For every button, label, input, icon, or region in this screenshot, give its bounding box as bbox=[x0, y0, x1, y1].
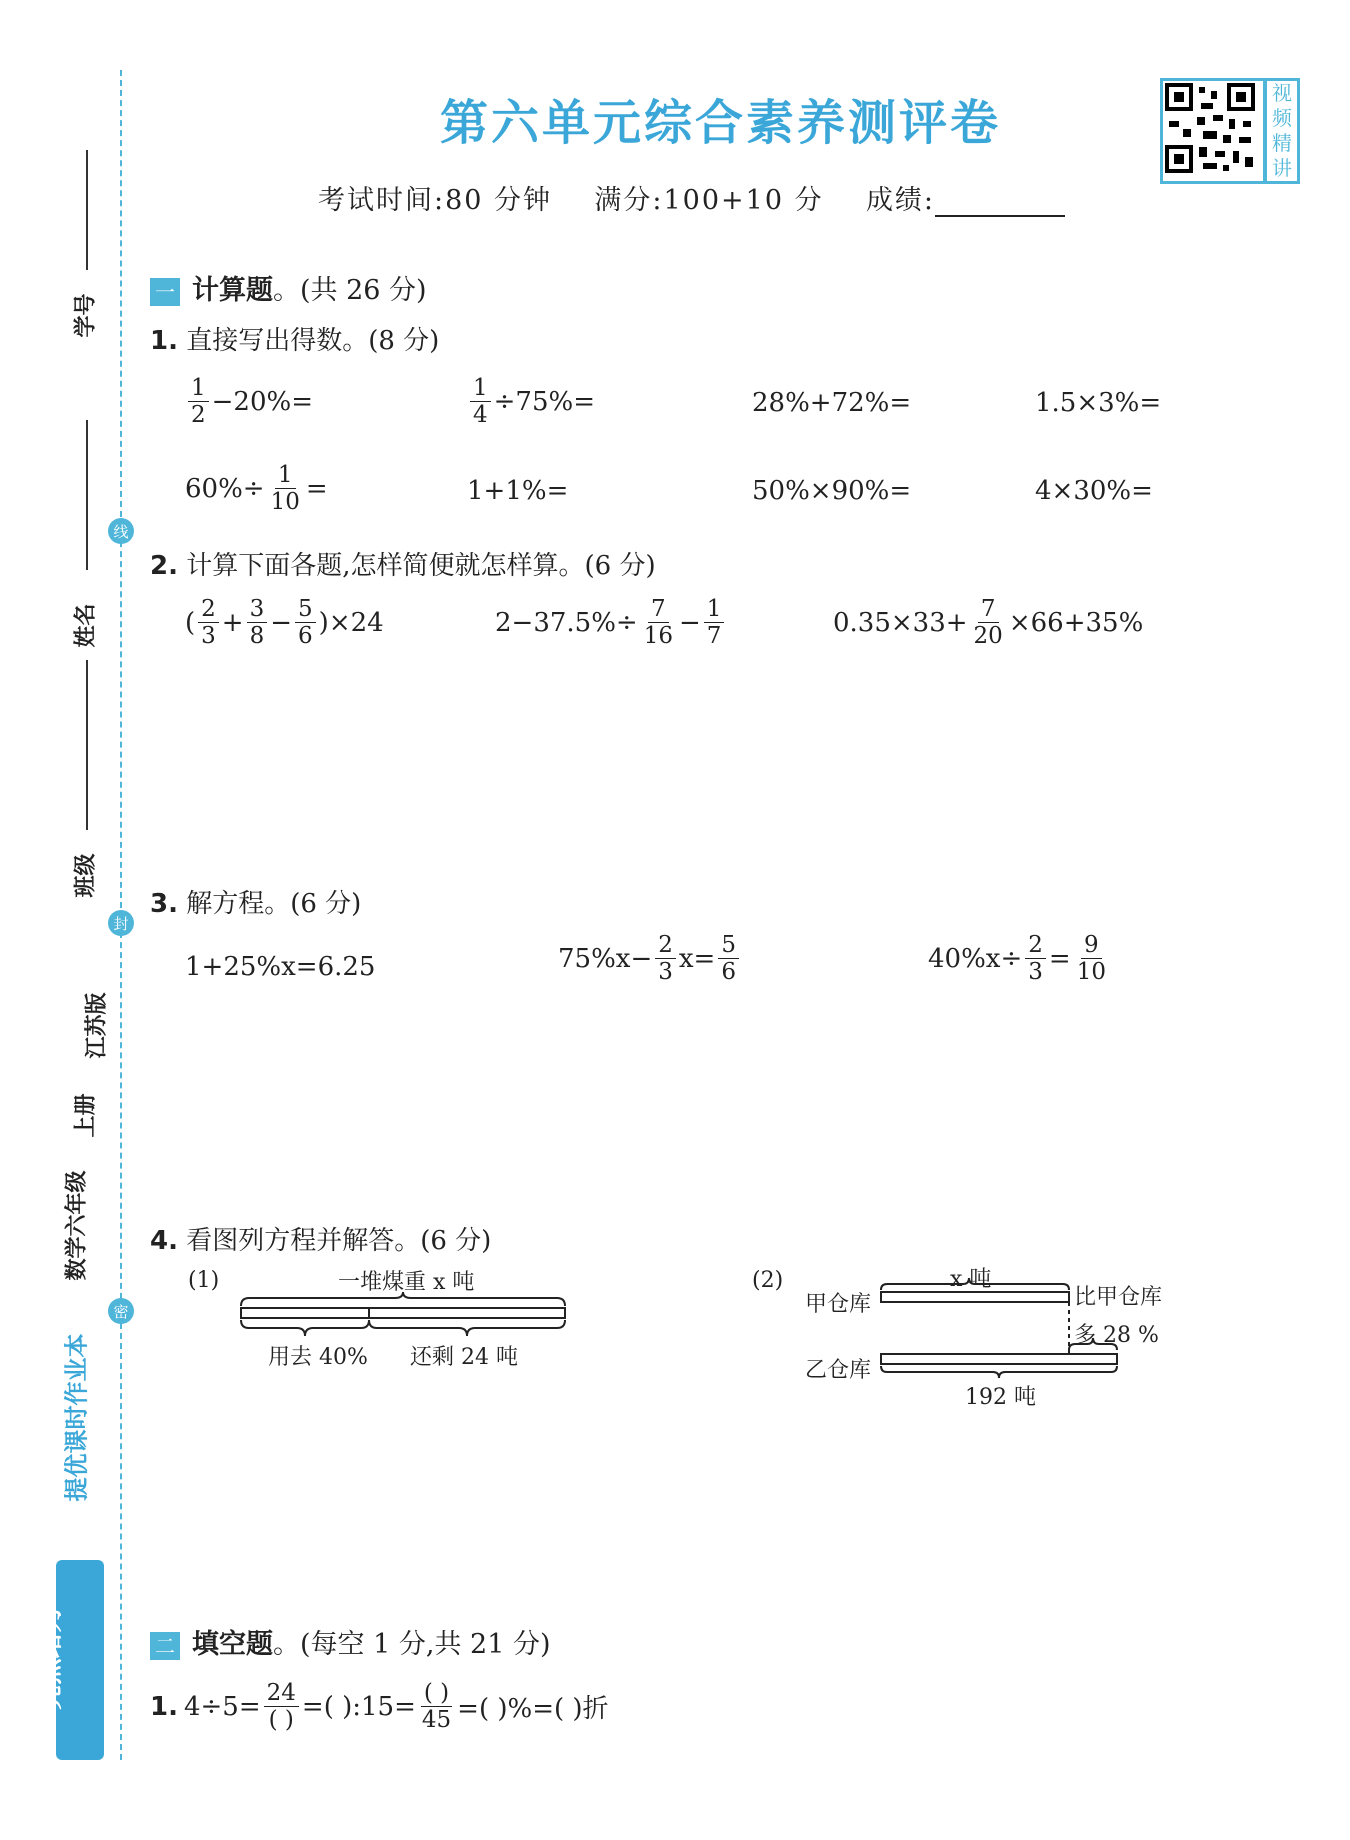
label-book: 提优课时作业本 bbox=[62, 1333, 91, 1502]
expr: = bbox=[1048, 943, 1071, 974]
fraction bbox=[419, 1680, 454, 1734]
denominator: 3 bbox=[658, 959, 673, 986]
diagram-2-total: 192 吨 bbox=[965, 1385, 1036, 1410]
diagram-2-x: x 吨 bbox=[950, 1267, 992, 1292]
fraction bbox=[247, 596, 268, 650]
question-number: 4. bbox=[150, 1226, 178, 1256]
diagram-1-used: 用去 40% bbox=[268, 1345, 368, 1370]
answer-blank[interactable]: =( ):15= bbox=[301, 1691, 416, 1722]
fraction bbox=[1025, 932, 1046, 986]
fraction bbox=[295, 596, 316, 650]
section-fill bbox=[150, 1622, 551, 1661]
denominator: 3 bbox=[201, 623, 216, 650]
question-number: 3. bbox=[150, 889, 178, 919]
question-number: 1. bbox=[150, 1691, 178, 1722]
numerator: 24 bbox=[264, 1680, 299, 1707]
label-grade: 数学六年级 bbox=[64, 1170, 90, 1281]
brand-text: 亮点给力 bbox=[35, 1606, 66, 1711]
qr-char: 频 bbox=[1272, 106, 1292, 130]
expr: − bbox=[270, 607, 293, 638]
question-number: 1. bbox=[150, 326, 178, 356]
question-number: 2. bbox=[150, 551, 178, 581]
fraction bbox=[264, 1680, 299, 1734]
fraction bbox=[188, 375, 209, 429]
diagram-1-bar bbox=[235, 1290, 570, 1340]
calc-item bbox=[467, 375, 595, 429]
diagram-1-left: 还剩 24 吨 bbox=[410, 1345, 518, 1370]
calc-item bbox=[185, 462, 328, 516]
expr: 0.35×33+ bbox=[833, 607, 968, 638]
denominator: 10 bbox=[270, 489, 300, 516]
calc-problem bbox=[495, 596, 727, 650]
expr: ×66+35% bbox=[1008, 607, 1144, 638]
numerator: 2 bbox=[655, 932, 676, 959]
qr-code[interactable] bbox=[1160, 78, 1266, 184]
score-blank bbox=[935, 189, 1065, 217]
fraction bbox=[1074, 932, 1109, 986]
qr-label bbox=[1264, 78, 1300, 184]
equation bbox=[928, 932, 1112, 986]
diagram-2-bars bbox=[875, 1270, 1135, 1380]
expr: ÷75%= bbox=[493, 386, 595, 417]
xuehao-line bbox=[86, 150, 88, 270]
fraction bbox=[971, 596, 1006, 650]
fraction bbox=[655, 932, 676, 986]
section-calc bbox=[150, 268, 427, 307]
fraction bbox=[704, 596, 725, 650]
expr: 75%x− bbox=[558, 943, 653, 974]
denominator: 3 bbox=[1028, 959, 1043, 986]
equation: 1+25%x=6.25 bbox=[185, 952, 376, 982]
numerator: 7 bbox=[978, 596, 999, 623]
label-jiangsu: 江苏版 bbox=[84, 992, 110, 1059]
numerator: 1 bbox=[188, 375, 209, 402]
xingming-line bbox=[86, 420, 88, 570]
answer-blank[interactable]: =( )%=( )折 bbox=[457, 1694, 609, 1725]
qr-char: 讲 bbox=[1272, 156, 1292, 180]
expr: + bbox=[221, 607, 244, 638]
denominator: 20 bbox=[973, 623, 1003, 650]
numerator: 2 bbox=[1025, 932, 1046, 959]
numerator: 9 bbox=[1081, 932, 1102, 959]
fraction bbox=[470, 375, 491, 429]
calc-problem bbox=[185, 596, 384, 650]
expr: 60%÷ bbox=[185, 473, 265, 504]
diagram-2-more-2: 多 28 % bbox=[1074, 1323, 1159, 1348]
denominator: 6 bbox=[298, 623, 313, 650]
question-4 bbox=[150, 1220, 491, 1257]
question-3 bbox=[150, 883, 361, 920]
page-title: 第六单元综合素养测评卷 bbox=[440, 95, 1002, 151]
denominator: 8 bbox=[249, 623, 265, 650]
denominator: 6 bbox=[721, 959, 736, 986]
section-number: 二 bbox=[150, 1632, 180, 1660]
numerator: 1 bbox=[704, 596, 725, 623]
question-2 bbox=[150, 545, 656, 582]
fraction bbox=[718, 932, 739, 986]
expr: −20%= bbox=[211, 386, 313, 417]
exam-info bbox=[318, 178, 1065, 217]
label-shangce: 上册 bbox=[73, 1093, 99, 1138]
calc-item: 1.5×3%= bbox=[1035, 388, 1162, 418]
mark-mi: 密 bbox=[108, 1298, 134, 1324]
fraction bbox=[641, 596, 676, 650]
banji-line bbox=[86, 660, 88, 830]
equation bbox=[558, 932, 742, 986]
expr: x= bbox=[678, 943, 716, 974]
section-note: 。(每空 1 分,共 21 分) bbox=[273, 1629, 551, 1660]
question-text: 直接写出得数。(8 分) bbox=[186, 326, 440, 356]
question-1 bbox=[150, 320, 439, 357]
expr: − bbox=[679, 607, 701, 638]
calc-item: 50%×90%= bbox=[752, 476, 912, 506]
numerator: 5 bbox=[295, 596, 316, 623]
label-banji: 班级 bbox=[73, 853, 99, 898]
fill-question-1 bbox=[150, 1680, 609, 1734]
diagram-2-warehouse-a: 甲仓库 bbox=[805, 1292, 872, 1317]
calc-item bbox=[185, 375, 313, 429]
denominator: 7 bbox=[706, 623, 722, 650]
numerator: 2 bbox=[198, 596, 219, 623]
mark-feng: 封 bbox=[108, 910, 134, 936]
section-number: 一 bbox=[150, 278, 180, 306]
expr: = bbox=[305, 473, 328, 504]
section-name: 计算题 bbox=[192, 275, 273, 306]
question-text: 计算下面各题,怎样简便就怎样算。(6 分) bbox=[186, 551, 656, 581]
diagram-2-label: (2) bbox=[752, 1268, 784, 1293]
numerator: 1 bbox=[470, 375, 491, 402]
denominator: 2 bbox=[191, 402, 206, 429]
calc-item: 28%+72%= bbox=[752, 388, 912, 418]
section-note: 。(共 26 分) bbox=[273, 275, 427, 306]
numerator: 5 bbox=[718, 932, 739, 959]
numerator: 7 bbox=[648, 596, 669, 623]
diagram-2-more-1: 比甲仓库 bbox=[1074, 1285, 1163, 1310]
diagram-1-total: 一堆煤重 x 吨 bbox=[338, 1270, 475, 1295]
fraction bbox=[198, 596, 219, 650]
qr-char: 精 bbox=[1272, 131, 1292, 155]
expr: ( bbox=[185, 607, 196, 638]
calc-item: 4×30%= bbox=[1035, 476, 1153, 506]
exam-time: 考试时间:80 分钟 bbox=[318, 185, 553, 216]
diagram-2-warehouse-b: 乙仓库 bbox=[805, 1358, 872, 1383]
label-xuehao: 学号 bbox=[73, 293, 99, 338]
expr: 2−37.5%÷ bbox=[495, 607, 638, 638]
mark-xian: 线 bbox=[108, 518, 134, 544]
diagram-1-label: (1) bbox=[188, 1268, 220, 1293]
calc-item: 1+1%= bbox=[467, 476, 569, 506]
expr: )×24 bbox=[318, 607, 384, 638]
denominator: 16 bbox=[643, 623, 673, 650]
answer-blank[interactable]: ( ) bbox=[268, 1707, 294, 1734]
expr: 4÷5= bbox=[183, 1691, 261, 1722]
expr: 40%x÷ bbox=[928, 943, 1023, 974]
denominator: 4 bbox=[473, 402, 488, 429]
question-text: 看图列方程并解答。(6 分) bbox=[186, 1226, 492, 1256]
exam-full: 满分:100+10 分 bbox=[594, 185, 824, 216]
exam-score: 成绩: bbox=[865, 185, 936, 216]
qr-char: 视 bbox=[1272, 81, 1292, 105]
label-xingming: 姓名 bbox=[73, 603, 99, 648]
fraction bbox=[268, 462, 303, 516]
denominator: 10 bbox=[1076, 959, 1106, 986]
question-text: 解方程。(6 分) bbox=[186, 889, 362, 919]
numerator: 3 bbox=[247, 596, 268, 623]
numerator: 1 bbox=[275, 462, 296, 489]
answer-blank[interactable]: ( ) bbox=[421, 1680, 452, 1707]
calc-problem bbox=[833, 596, 1143, 650]
section-name: 填空题 bbox=[192, 1629, 273, 1660]
denominator: 45 bbox=[421, 1707, 452, 1734]
